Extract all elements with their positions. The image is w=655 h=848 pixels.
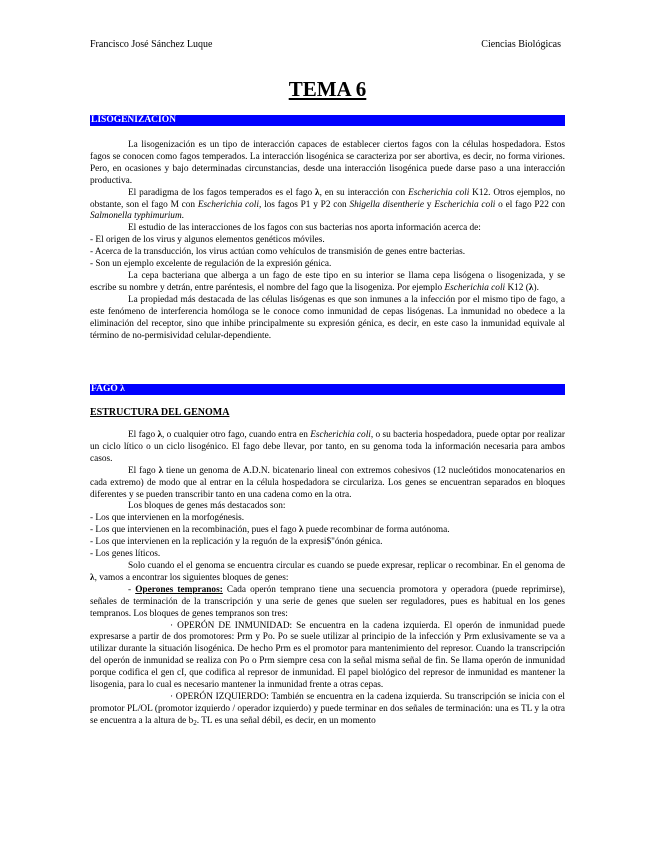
list-item: - Son un ejemplo excelente de regulación de la expresión génica. (90, 259, 332, 270)
section-body-fago (90, 407, 565, 728)
section-heading-fago: FAGO λ (90, 384, 565, 395)
list-item: - Los genes líticos. (90, 549, 161, 560)
list-item: - Acerca de la transducción, los virus actúan como vehículos de transmisión de genes entre bacterias. (90, 247, 466, 258)
header-subject: Ciencias Biológicas (481, 39, 561, 50)
paragraph: El fago λ tiene un genoma de A.D.N. bicatenario lineal con extremos cohesivos (12 nucleótidos monocatenarios en cada extremo) de modo que al entrar en la célula hospedadora se circulariza. Los genes se encuentran separados en bloques diferentes y se pueden transcribir tanto en una cadena como en la otra. (90, 465, 565, 500)
list-item: - Los que intervienen en la replicación y la reguón de la expresi$"ónón génica. (90, 537, 383, 548)
paragraph: · OPERÓN DE INMUNIDAD: Se encuentra en la cadena izquierda. El operón de inmunidad puede expresarse a partir de dos promotores: Prm y Po. Po se suele utilizar al principio de la infección y Prm exlusivamente se va a utilizar durante la situación lisogénica. De hecho Prm es el promotor para mantenimiento del represor. Cuando la transcripción del operón de inmunidad se realiza con Po o Prm siempre cesa con la señal misma señal de fin. Se llama operón de inmunidad porque codifica el gen cI, que codifica al represor de inmunidad. El papel biológico del represor de inmunidad es mantener la lisogenia, para lo cual es necesario mantener la inmunidad frente a otras cepas. (90, 620, 565, 691)
section-body-lisogenizacion (90, 140, 565, 342)
paragraph: Solo cuando el el genoma se encuentra circular es cuando se puede expresar, replicar o recombinar. En el genoma de λ, vamos a encontrar los siguientes bloques de genes: (90, 560, 565, 583)
list-item: - El origen de los virus y algunos elementos genéticos móviles. (90, 235, 325, 246)
section-heading-lisogenizacion: LISOGENIZACIÓN (90, 115, 565, 126)
paragraph: La propiedad más destacada de las células lisógenas es que son inmunes a la infección por el mismo tipo de fago, a este fenómeno de interferencia homóloga se le conoce como inmunidad de cepas lisógenas. La inmunidad no obedece a la eliminación del receptor, sino que inhibe principalmente su expresión génica, es decir, en este caso la inmunidad equivale al término de no-permisividad celular-dependiente. (90, 294, 565, 341)
paragraph: La cepa bacteriana que alberga a un fago de este tipo en su interior se llama cepa lisógena o lisogenizada, y se escribe su nombre y detrán, entre paréntesis, el nombre del fago que la lisogeniza. Por ejemplo Escherichia coli K12 (λ). (90, 270, 565, 293)
paragraph: La lisogenización es un tipo de interacción capaces de establecer ciertos fagos con la células hospedadora. Estos fagos se conocen como fagos temperados. La interacción lisogénica se caracteriza por ser abortiva, es decir, no forma viriones. Pero, en ocasiones y bajo determinadas circunstancias, desde una interacción lisogénica puede darse paso a una interacción productiva. (90, 140, 565, 186)
list-item: - Los que intervienen en la recombinación, pues el fago λ puede recombinar de forma autónoma. (90, 525, 450, 536)
subheading-estructura: ESTRUCTURA DEL GENOMA (90, 407, 230, 418)
list-item: - Los que intervienen en la morfogénesis. (90, 513, 245, 524)
paragraph: · OPERÓN IZQUIERDO: También se encuentra en la cadena izquierda. Su transcripción se inicia con el promotor PL/OL (promotor izquierdo / operador izquierdo) y puede terminar en dos señales de terminación: una es TL y la otra se encuentra a la altura de $b_2$. TL es una señal débil, es decir, en un momento (90, 691, 565, 727)
paragraph: Los bloques de genes más destacados son: (128, 501, 286, 512)
paragraph: El fago λ, o cualquier otro fago, cuando entra en Escherichia coli, o su bacteria hospedadora, puede optar por realizar un ciclo lítico o un ciclo lisogénico. El fago debe llevar, por tanto, en su genoma toda la información necesaria para ambos casos. (90, 430, 565, 464)
paragraph: El paradigma de los fagos temperados es el fago λ, en su interacción con Escherichia coli K12. Otros ejemplos, no obstante, son el fago M con Escherichia coli, los fagos P1 y P2 con Shigella disentherie y Escherichia coli o el fago P22 con Salmonella typhimurium. (90, 187, 566, 222)
paragraph: - Operones tempranos: Cada operón temprano tiene una secuencia promotora y operadora (puede reprimirse), señales de terminación de la transcripción y una serie de genes que suelen ser reguladores, pues es habitual en los genes tempranos. Los bloques de genes tempranos son tres: (90, 584, 566, 619)
page-title: TEMA 6 (288, 77, 367, 101)
paragraph: El estudio de las interacciones de los fagos con sus bacterias nos aporta información acerca de: (128, 223, 481, 234)
header-author: Francisco José Sánchez Luque (90, 39, 213, 50)
